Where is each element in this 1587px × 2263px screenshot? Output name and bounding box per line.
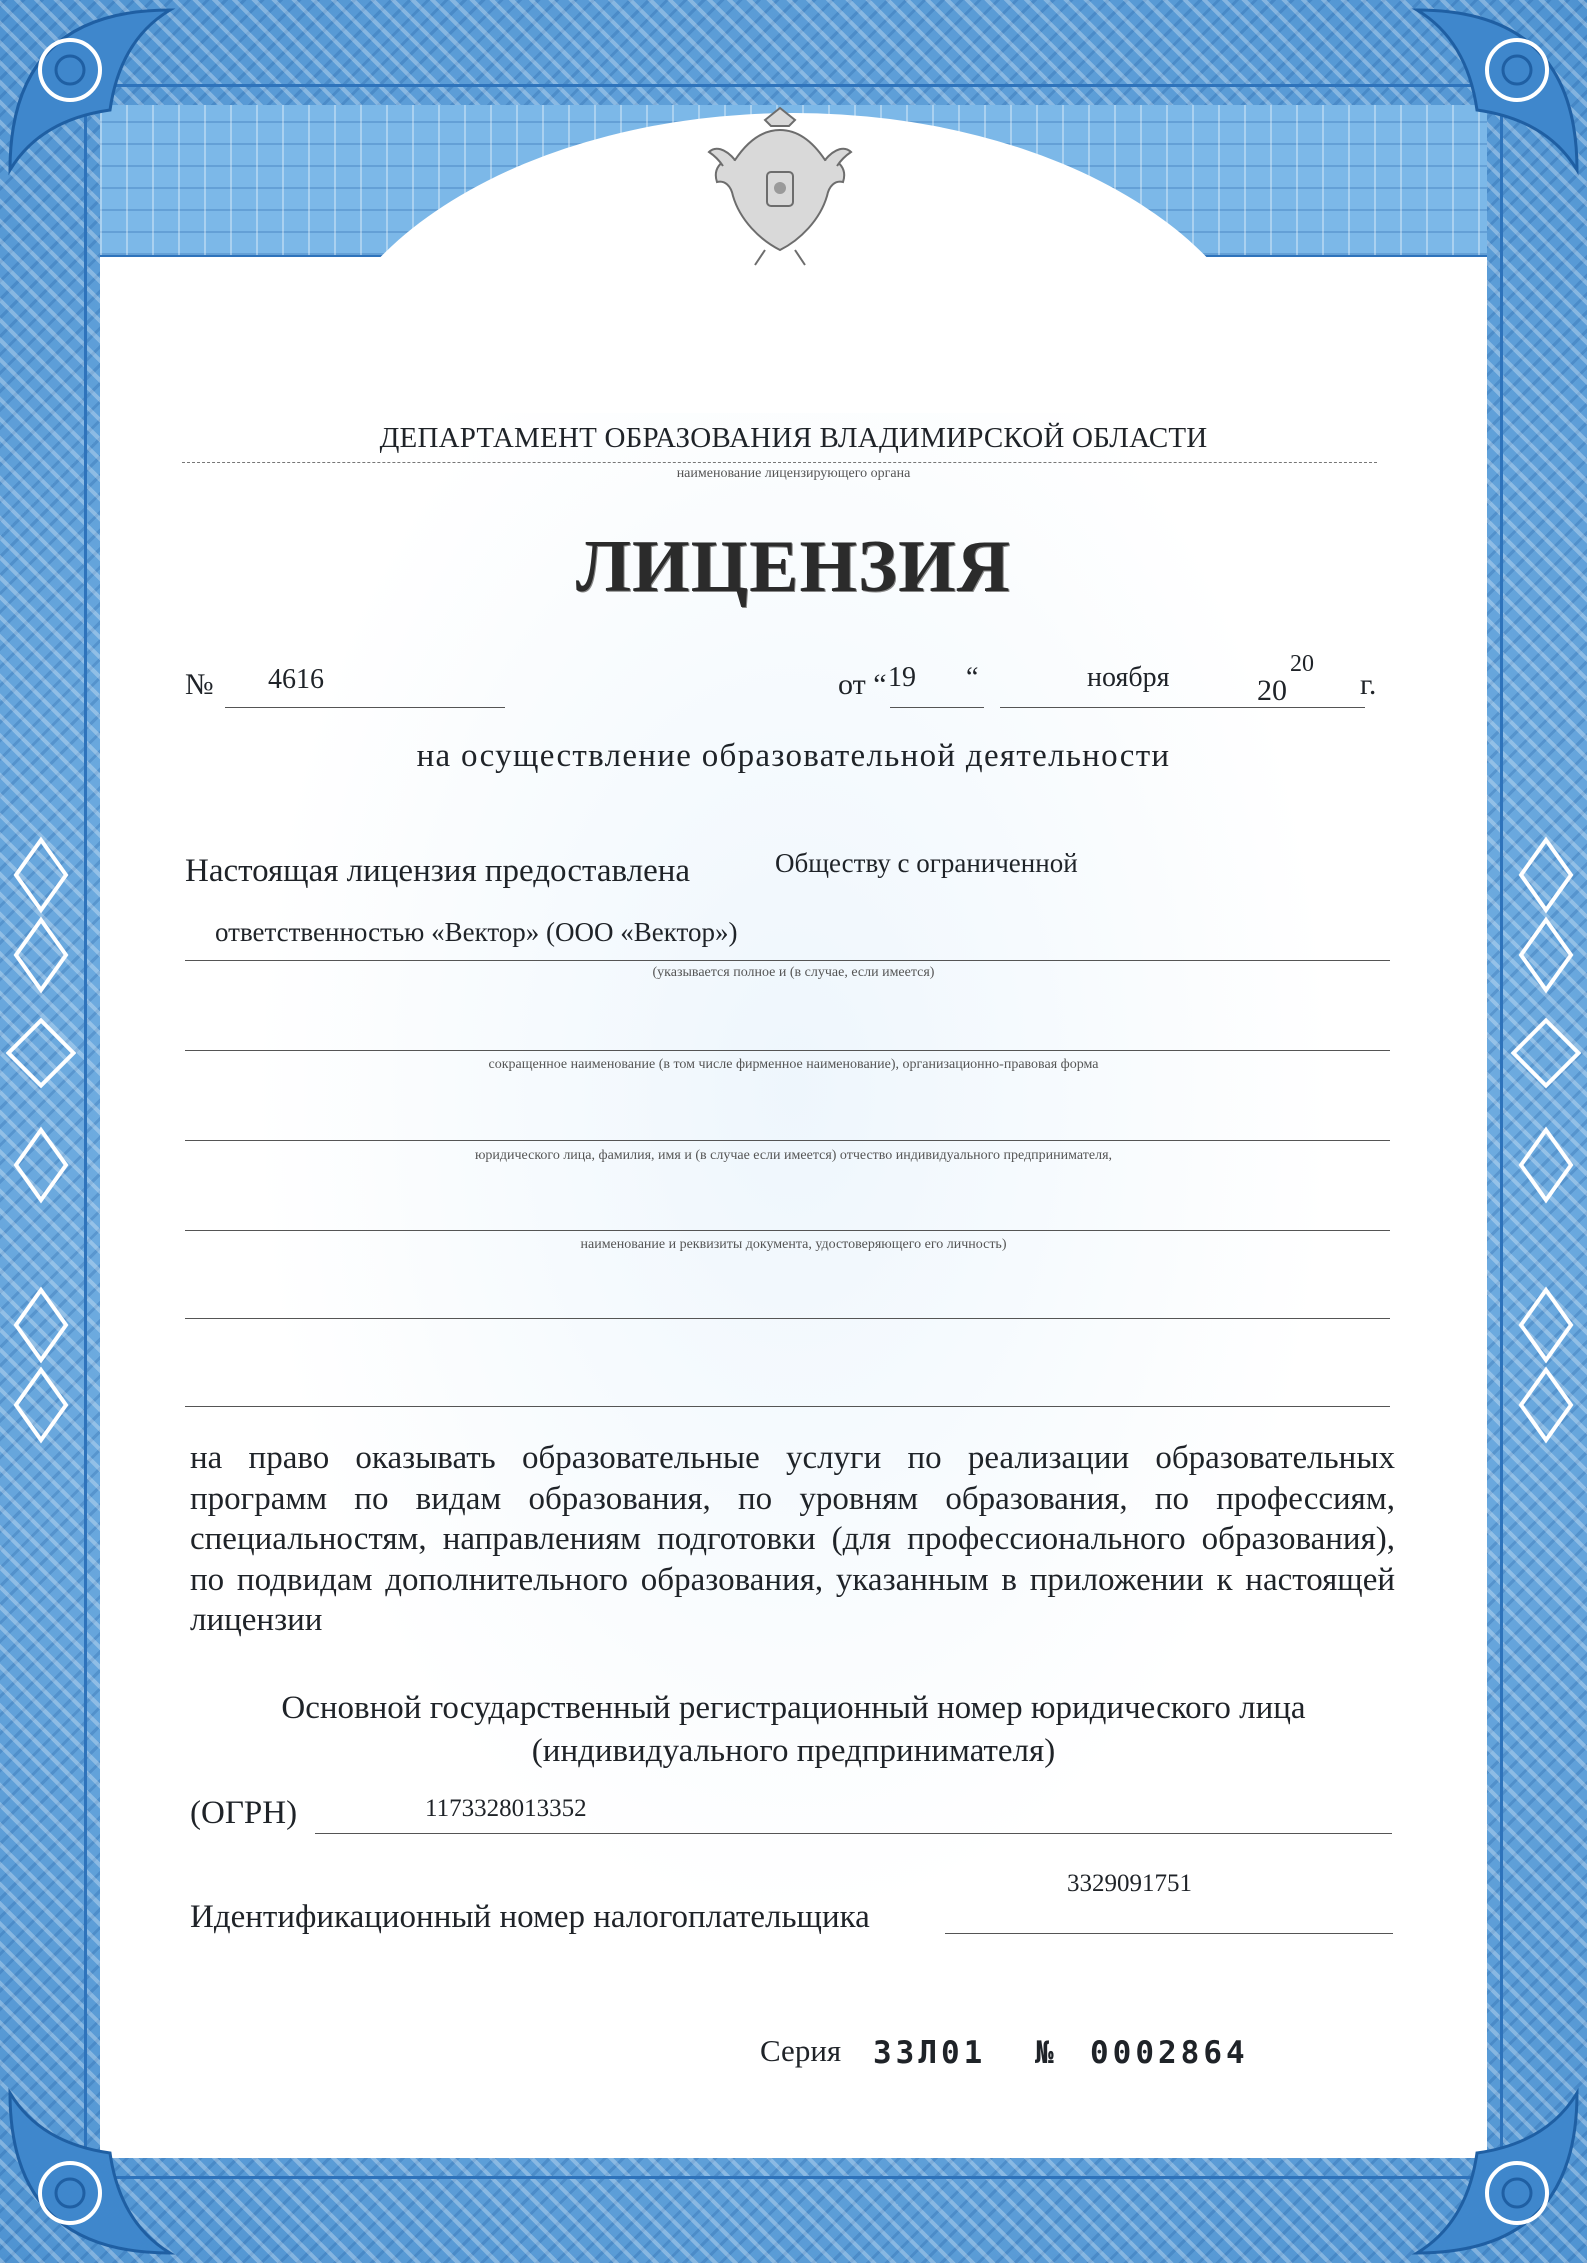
- series-label: Серия: [760, 2033, 842, 2068]
- licensee-caption-4: наименование и реквизиты документа, удостоверяющего его личность): [580, 1237, 1007, 1252]
- double-headed-eagle-emblem-icon: [705, 100, 855, 270]
- licensee-caption-1: (указывается полное и (в случае, если имеется): [652, 965, 935, 980]
- licensee-caption-3: юридического лица, фамилия, имя и (в случае если имеется) отчество индивидуального предпринимателя,: [474, 1148, 1113, 1163]
- date-prefix: от “: [838, 668, 887, 701]
- date-month: ноября: [1087, 662, 1170, 693]
- license-number-label: №: [185, 668, 214, 701]
- licensee-caption-2: сокращенное наименование (в том числе фирменное наименование), организационно-правовая форма: [488, 1057, 1099, 1072]
- inn-label: Идентификационный номер налогоплательщика: [190, 1899, 870, 1935]
- date-year: 20: [1290, 651, 1314, 677]
- inn-underline: [945, 1933, 1393, 1934]
- licensee-underline: [185, 1050, 1390, 1051]
- date-year-prefix: 20: [1257, 674, 1287, 707]
- rights-paragraph: на право оказывать образовательные услуги по реализации образовательных программ по видам образования, по уровням образования, по профессиям, специальностям, направлениям подготовки (для профессионального образования), по подвидам дополнительного образования, указанным в приложении к настоящей лицензии: [190, 1440, 1395, 1639]
- ogrn-title-line-1: Основной государственный регистрационный номер юридического лица: [281, 1690, 1306, 1726]
- date-year-underline: [1257, 707, 1365, 708]
- inn-value: 3329091751: [1067, 1870, 1192, 1897]
- granted-to-label: Настоящая лицензия предоставлена: [185, 853, 691, 889]
- bottom-right-corner-ornament-icon: [1407, 2083, 1587, 2263]
- licensee-name-line-1: Обществу с ограниченной: [775, 848, 1078, 878]
- licensing-authority: ДЕПАРТАМЕНТ ОБРАЗОВАНИЯ ВЛАДИМИРСКОЙ ОБЛАСТИ: [379, 422, 1208, 454]
- authority-caption: наименование лицензирующего органа: [676, 466, 911, 481]
- document-title: ЛИЦЕНЗИЯ: [575, 526, 1012, 608]
- licensee-underline: [185, 960, 1390, 961]
- series-number-label: №: [1035, 2035, 1054, 2071]
- ogrn-value: 1173328013352: [425, 1795, 587, 1822]
- licensee-underline: [185, 1406, 1390, 1407]
- authority-underline: [182, 462, 1377, 463]
- license-number-underline: [225, 707, 505, 708]
- top-left-corner-ornament-icon: [0, 0, 180, 180]
- right-knot-ornament-icon: [1511, 830, 1581, 1450]
- bottom-left-corner-ornament-icon: [0, 2083, 180, 2263]
- date-close-quote: “: [966, 662, 979, 693]
- date-year-suffix: г.: [1360, 668, 1377, 701]
- licensee-underline: [185, 1140, 1390, 1141]
- top-right-corner-ornament-icon: [1407, 0, 1587, 180]
- ogrn-label: (ОГРН): [190, 1795, 298, 1831]
- date-day: 19: [888, 662, 916, 693]
- document-paper: [100, 105, 1487, 2158]
- series-number: 0002864: [1090, 2035, 1249, 2071]
- left-knot-ornament-icon: [6, 830, 76, 1450]
- licensee-underline: [185, 1230, 1390, 1231]
- license-purpose: на осуществление образовательной деятельности: [416, 738, 1171, 774]
- series-value: 33Л01: [873, 2035, 987, 2071]
- licensee-name-line-2: ответственностью «Вектор» (ООО «Вектор»): [215, 917, 738, 947]
- date-day-underline: [890, 707, 984, 708]
- ogrn-underline: [315, 1833, 1392, 1834]
- license-number: 4616: [268, 664, 324, 695]
- date-month-underline: [1000, 707, 1258, 708]
- licensee-underline: [185, 1318, 1390, 1319]
- ogrn-title-line-2: (индивидуального предпринимателя): [531, 1733, 1056, 1769]
